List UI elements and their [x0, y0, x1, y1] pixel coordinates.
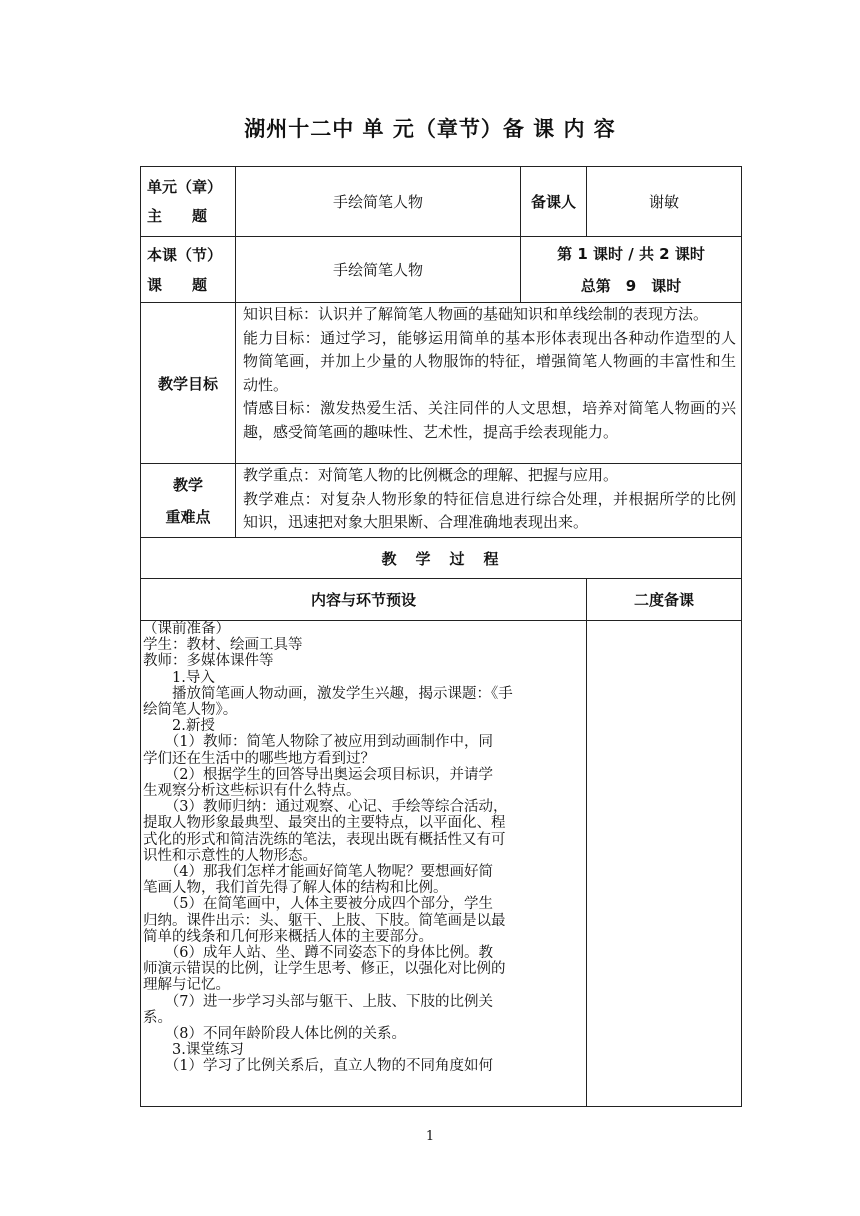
process-line: 教师：多媒体课件等: [143, 653, 274, 670]
process-line: （1）教师：简笔人物除了被应用到动画制作中，同: [143, 734, 493, 751]
total-period-line: 总第 9 课时: [580, 276, 682, 295]
process-line: 3.课堂练习: [143, 1042, 244, 1059]
preparer-label: 备课人: [530, 193, 576, 211]
process-line: 生观察分析这些标识有什么特点。: [143, 783, 361, 800]
process-line: 理解与记忆。: [143, 977, 230, 994]
difficult-point: 教学难点：对复杂人物形象的特征信息进行综合处理，并根据所学的比例知识，迅速把对象大胆果断、合理准确地表现出来。: [243, 489, 736, 531]
process-line: 式化的形式和简洁洗练的笔法，表现出既有概括性又有可: [143, 831, 506, 848]
goals-label: 教学目标: [157, 374, 218, 393]
unit-value: 手绘简笔人物: [332, 193, 423, 211]
period-line: 第 1 课时 / 共 2 课时: [557, 244, 705, 263]
process-line: 学们还在生活中的哪些地方看到过？: [143, 750, 375, 767]
process-header: 教 学 过 程: [381, 549, 501, 568]
process-content: [143, 621, 584, 1106]
ability-goal: 能力目标：通过学习，能够运用简单的基本形体表现出各种动作造型的人物简笔画，并加上少量的人物服饰的特征，增强简笔人物画的丰富性和生动性。: [243, 328, 736, 394]
process-line: （课前准备）: [143, 621, 230, 637]
process-line: 师演示错误的比例，让学生思考、修正，以强化对比例的: [143, 961, 506, 978]
process-line: 学生：教材、绘画工具等: [143, 637, 303, 654]
unit-label: 单元（章） 主 题: [147, 177, 223, 225]
page-title: 湖州十二中 单 元（章节）备 课 内 容: [244, 117, 616, 141]
preparer-value: 谢敏: [648, 193, 679, 211]
revision-column-header: 二度备课: [633, 591, 694, 609]
key-point: 教学重点：对简笔人物的比例概念的理解、把握与应用。: [243, 466, 619, 484]
process-line: （5）在简笔画中，人体主要被分成四个部分，学生: [143, 896, 493, 913]
lesson-label: 本课（节） 课 题: [147, 245, 223, 294]
process-line: 系。: [143, 1009, 172, 1026]
lesson-period: [521, 237, 741, 302]
process-line: 简单的线条和几何形来概括人体的主要部分。: [143, 928, 433, 945]
lesson-value: 手绘简笔人物: [332, 261, 423, 279]
keypoints-content: [236, 464, 741, 537]
process-line: 播放简笔画人物动画，激发学生兴趣，揭示课题：《手: [143, 685, 513, 702]
process-line: 笔画人物，我们首先得了解人体的结构和比例。: [143, 880, 448, 897]
process-line: （4）那我们怎样才能画好简笔人物呢？要想画好简: [143, 864, 493, 881]
process-line: 识性和示意性的人物形态。: [143, 847, 317, 864]
revision-notes-cell: [587, 621, 741, 1106]
process-line: （1）学习了比例关系后，直立人物的不同角度如何: [143, 1058, 493, 1075]
process-line: （6）成年人站、坐、蹲不同姿态下的身体比例。教: [143, 945, 493, 962]
process-line: （7）进一步学习头部与躯干、上肢、下肢的比例关: [143, 993, 493, 1010]
process-line: 1.导入: [143, 669, 215, 686]
process-line: （3）教师归纳：通过观察、心记、手绘等综合活动，: [143, 799, 508, 816]
keypoints-label: 教学 重难点: [165, 475, 211, 526]
process-line: 归纳。课件出示：头、躯干、上肢、下肢。简笔画是以最: [143, 912, 506, 929]
process-line: （2）根据学生的回答导出奥运会项目标识，并请学: [143, 766, 493, 783]
process-line: 绘简笔人物》。: [143, 702, 238, 719]
content-column-header: 内容与环节预设: [310, 591, 416, 609]
process-line: 提取人物形象最典型、最突出的主要特点，以平面化、程: [143, 815, 506, 832]
knowledge-goal: 知识目标：认识并了解简笔人物画的基础知识和单线绘制的表现方法。: [243, 305, 709, 323]
process-line: （8）不同年龄阶段人体比例的关系。: [143, 1026, 406, 1043]
goals-content: [236, 303, 741, 463]
process-line: 2.新授: [143, 718, 215, 735]
emotion-goal: 情感目标：激发热爱生活、关注同伴的人文思想，培养对简笔人物画的兴趣，感受简笔画的趣味性、艺术性，提高手绘表现能力。: [243, 399, 736, 441]
page-number: 1: [425, 1129, 435, 1144]
